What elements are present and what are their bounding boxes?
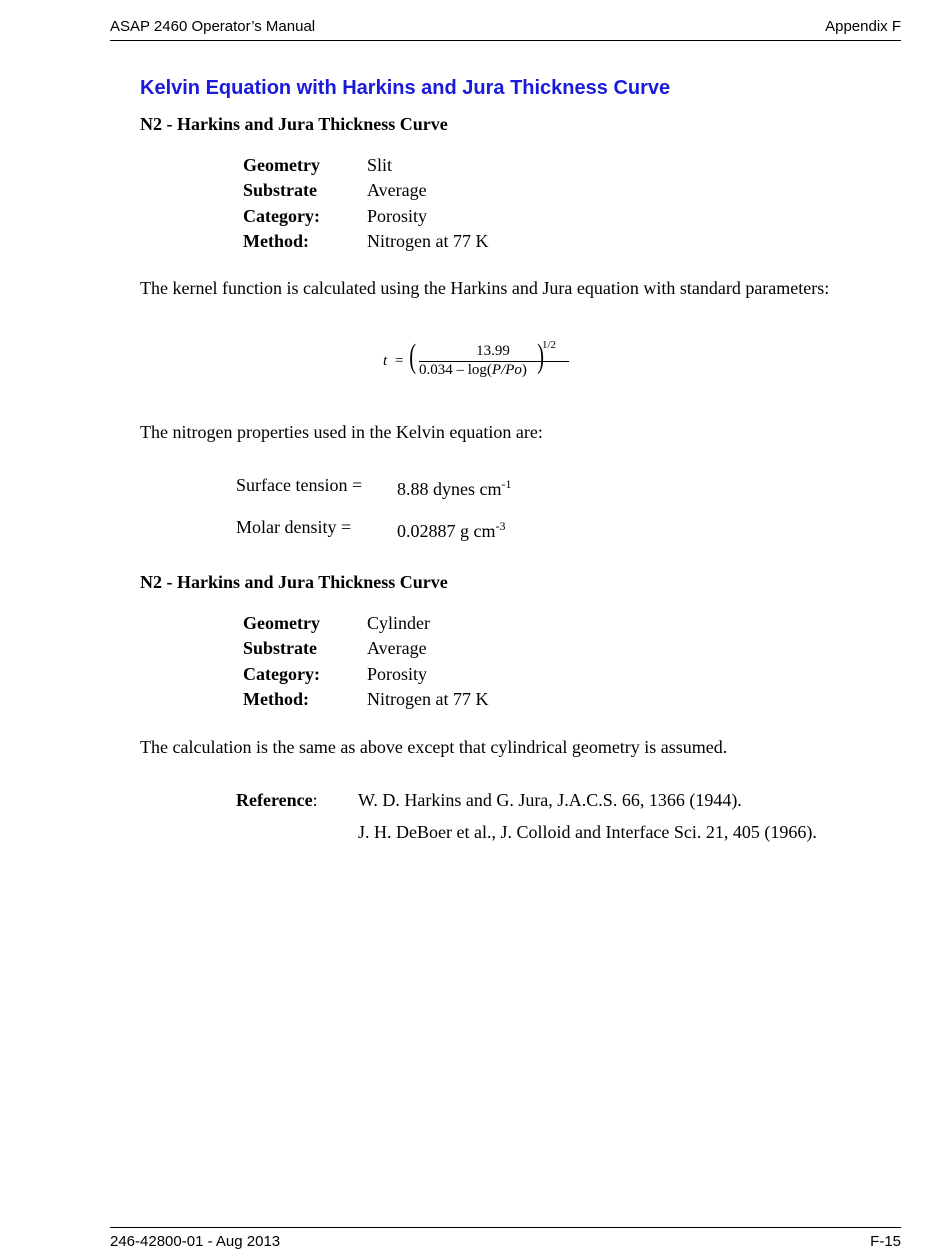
property-label: Surface tension = (236, 475, 363, 495)
property-value: Porosity (367, 205, 428, 226)
formula-exponent: 1/2 (542, 339, 557, 351)
property-value: 8.88 dynes $cm^{-1}$ (397, 477, 512, 499)
property-key: Method: (243, 230, 309, 251)
curve2-heading: N2 - Harkins and Jura Thickness Curve (140, 572, 448, 592)
property-row (243, 664, 488, 689)
property-value: Porosity (367, 663, 428, 684)
property-value: 0.02887 g $cm^{-3}$ (397, 519, 506, 541)
page-footer (110, 1227, 901, 1252)
kernel-paragraph: The kernel function is calculated using the Harkins and Jura equation with standard parameters: (140, 278, 830, 298)
section-title: Kelvin Equation with Harkins and Jura Thickness Curve (140, 77, 671, 99)
property-row (243, 689, 488, 714)
property-row (243, 613, 488, 638)
property-key: Substrate (243, 180, 318, 201)
unit-exponent: -1 (501, 477, 512, 491)
appendix-label: Appendix F (825, 18, 901, 35)
property-row (243, 155, 488, 180)
right-paren: ) (537, 338, 545, 375)
reference-line: J. H. DeBoer et al., J. Colloid and Interface Sci. 21, 405 (1966). (358, 822, 817, 842)
calculation-paragraph: The calculation is the same as above except that cylindrical geometry is assumed. (140, 737, 728, 757)
left-paren: ( (409, 338, 417, 375)
nitrogen-paragraph: The nitrogen properties used in the Kelvin equation are: (140, 422, 543, 442)
formula-equals: = (395, 353, 404, 369)
curve2-properties (243, 613, 488, 714)
reference-line: W. D. Harkins and G. Jura, J.A.C.S. 66, 1366 (1944). (358, 790, 742, 810)
property-value: Average (367, 638, 427, 659)
property-value: Nitrogen at 77 K (367, 230, 489, 251)
property-key: Geometry (243, 155, 320, 175)
property-key: Category: (243, 205, 320, 226)
formula-variable: P/Po (491, 362, 522, 378)
unit-exponent: -3 (495, 519, 506, 533)
property-row (243, 638, 488, 663)
formula-denominator: 0.034 – log(P/Po) (419, 362, 527, 378)
property-key: Substrate (243, 638, 318, 659)
property-value: Cylinder (367, 613, 430, 633)
property-row (243, 231, 488, 256)
page-header (110, 16, 901, 41)
manual-title: ASAP 2460 Operator’s Manual (110, 18, 316, 35)
curve1-heading: N2 - Harkins and Jura Thickness Curve (140, 114, 448, 134)
property-label: Molar density = (236, 517, 352, 537)
curve1-properties (243, 155, 488, 256)
property-key: Category: (243, 663, 320, 684)
surface-tension-row (236, 475, 512, 499)
property-value: Nitrogen at 77 K (367, 688, 489, 709)
page-number: F-15 (870, 1233, 901, 1250)
formula-lhs: t (383, 353, 388, 369)
property-key: Method: (243, 688, 309, 709)
property-value: Average (367, 180, 427, 201)
property-row (243, 206, 488, 231)
property-row (243, 180, 488, 205)
formula-numerator: 13.99 (476, 343, 510, 359)
molar-density-row (236, 517, 506, 541)
property-value: Slit (367, 155, 393, 175)
reference-label: Reference: (236, 790, 318, 810)
document-number: 246-42800-01 - Aug 2013 (110, 1233, 281, 1250)
property-key: Geometry (243, 613, 320, 633)
